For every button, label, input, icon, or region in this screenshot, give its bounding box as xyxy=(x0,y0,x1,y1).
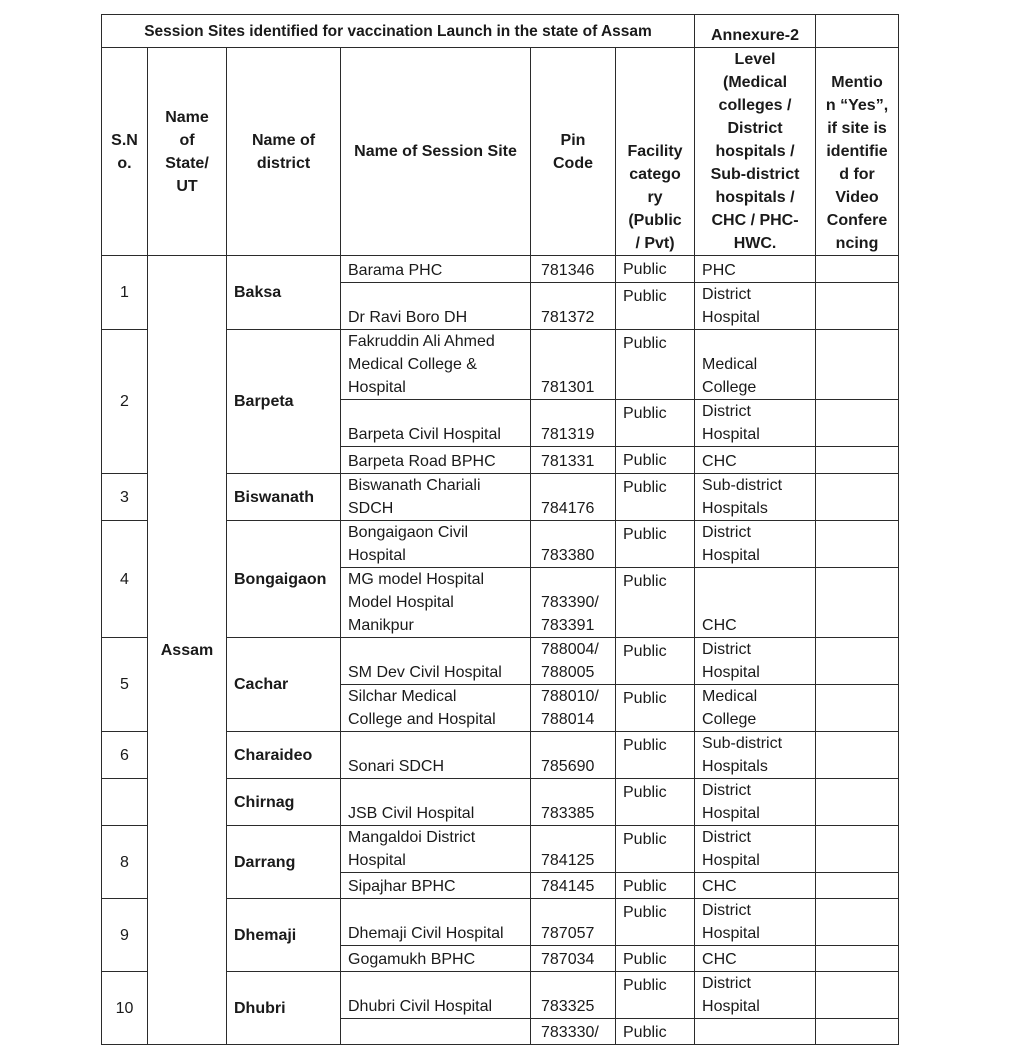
text-line: Public xyxy=(623,878,667,895)
district-cell: Dhubri xyxy=(227,972,341,1045)
facility-category-cell xyxy=(616,330,695,400)
video-conferencing-cell xyxy=(816,873,899,899)
text-line: CHC xyxy=(702,453,737,470)
district-cell: Bongaigaon xyxy=(227,521,341,638)
video-conferencing-cell xyxy=(816,256,899,283)
pin-code-cell xyxy=(531,972,616,1019)
text-line: CHC xyxy=(702,617,737,634)
video-conferencing-cell xyxy=(816,568,899,638)
video-conferencing-cell xyxy=(816,685,899,732)
header-pin xyxy=(531,48,616,256)
level-cell xyxy=(695,283,816,330)
text-line: District xyxy=(702,524,751,541)
site-name-cell xyxy=(341,568,531,638)
video-conferencing-cell xyxy=(816,474,899,521)
session-sites-table xyxy=(101,14,899,1045)
sno-cell: 6 xyxy=(102,732,148,779)
text-line: Barpeta Civil Hospital xyxy=(348,426,501,443)
text-line: Hospital xyxy=(702,426,760,443)
text-line: Public xyxy=(623,643,667,660)
text-line: of xyxy=(179,131,195,149)
text-line: if site is xyxy=(827,120,887,137)
text-line: 781372 xyxy=(541,309,595,326)
text-line: UT xyxy=(176,177,198,195)
site-name-cell xyxy=(341,447,531,474)
text-line: 783330/ xyxy=(541,1024,599,1041)
empty-cell xyxy=(816,15,899,48)
level-cell xyxy=(695,685,816,732)
text-line: Medical xyxy=(702,356,758,373)
text-line: Name of xyxy=(251,131,316,149)
text-line: SDCH xyxy=(348,500,394,517)
text-line: Bongaigaon Civil xyxy=(348,524,469,541)
text-line: Public xyxy=(623,1024,667,1041)
text-line: State/ xyxy=(165,154,209,172)
site-name-cell xyxy=(341,474,531,521)
site-name-cell xyxy=(341,826,531,873)
text-line: Hospital xyxy=(702,852,760,869)
text-line: College xyxy=(702,711,757,728)
text-line: Confere xyxy=(826,212,888,229)
level-cell xyxy=(695,946,816,972)
text-line: Barpeta Road BPHC xyxy=(348,453,496,470)
text-line: Pin xyxy=(560,131,586,149)
text-line: 781319 xyxy=(541,426,595,443)
text-line: District xyxy=(702,975,751,992)
text-line: Public xyxy=(623,831,667,848)
sno-cell: 2 xyxy=(102,330,148,474)
text-line: District xyxy=(702,829,751,846)
level-cell xyxy=(695,638,816,685)
text-line: 783391 xyxy=(541,617,595,634)
site-name-cell xyxy=(341,779,531,826)
level-cell xyxy=(695,330,816,400)
sno-cell: 1 xyxy=(102,256,148,330)
text-line: district xyxy=(256,154,311,172)
level-cell xyxy=(695,899,816,946)
text-line: Hospital xyxy=(348,852,406,869)
text-line: Level xyxy=(734,51,776,68)
site-name-cell xyxy=(341,521,531,568)
text-line: Silchar Medical xyxy=(348,688,457,705)
video-conferencing-cell xyxy=(816,521,899,568)
text-line: Barama PHC xyxy=(348,262,443,279)
video-conferencing-cell xyxy=(816,400,899,447)
facility-category-cell xyxy=(616,972,695,1019)
facility-category-cell xyxy=(616,779,695,826)
video-conferencing-cell xyxy=(816,972,899,1019)
text-line: catego xyxy=(629,166,681,183)
text-line: Sonari SDCH xyxy=(348,758,445,775)
level-cell xyxy=(695,826,816,873)
facility-category-cell xyxy=(616,400,695,447)
text-line: 785690 xyxy=(541,758,595,775)
facility-category-cell xyxy=(616,447,695,474)
level-cell xyxy=(695,400,816,447)
district-cell: Barpeta xyxy=(227,330,341,474)
text-line: 783325 xyxy=(541,998,595,1015)
annexure-document xyxy=(101,14,898,1045)
site-name-cell xyxy=(341,732,531,779)
header-video xyxy=(816,48,899,256)
text-line: MG model Hospital xyxy=(348,571,485,588)
text-line: College xyxy=(702,379,757,396)
text-line: (Public xyxy=(628,212,682,229)
text-line: Public xyxy=(623,261,667,278)
text-line: S.N xyxy=(111,131,138,149)
table-row xyxy=(102,256,899,283)
text-line: 784125 xyxy=(541,852,595,869)
text-line: Medical College & xyxy=(348,356,477,373)
site-name-cell xyxy=(341,873,531,899)
text-line: ry xyxy=(647,189,663,206)
text-line: 787034 xyxy=(541,951,595,968)
site-name-cell xyxy=(341,899,531,946)
text-line: 788004/ xyxy=(541,641,599,658)
level-cell xyxy=(695,256,816,283)
district-cell: Biswanath xyxy=(227,474,341,521)
pin-code-cell xyxy=(531,826,616,873)
sno-cell: 3 xyxy=(102,474,148,521)
header-district xyxy=(227,48,341,256)
text-line: PHC xyxy=(702,262,736,279)
sno-cell: 8 xyxy=(102,826,148,899)
text-line: Public xyxy=(623,335,667,352)
text-line: Hospital xyxy=(348,547,406,564)
district-cell: Baksa xyxy=(227,256,341,330)
district-cell: Dhemaji xyxy=(227,899,341,972)
level-cell xyxy=(695,779,816,826)
level-cell xyxy=(695,447,816,474)
text-line: Hospital xyxy=(702,547,760,564)
text-line: ncing xyxy=(835,235,879,252)
text-line: Public xyxy=(623,288,667,305)
text-line: Name of Session Site xyxy=(354,143,517,160)
district-cell: Charaideo xyxy=(227,732,341,779)
pin-code-cell xyxy=(531,474,616,521)
text-line: hospitals / xyxy=(715,189,795,206)
text-line: Public xyxy=(623,784,667,801)
text-line: 787057 xyxy=(541,925,595,942)
video-conferencing-cell xyxy=(816,1019,899,1045)
video-conferencing-cell xyxy=(816,732,899,779)
text-line: 781346 xyxy=(541,262,595,279)
facility-category-cell xyxy=(616,256,695,283)
pin-code-cell xyxy=(531,568,616,638)
text-line: Mangaldoi District xyxy=(348,829,476,846)
facility-category-cell xyxy=(616,1019,695,1045)
pin-code-cell xyxy=(531,779,616,826)
annexure-label: Annexure-2 xyxy=(695,15,816,48)
facility-category-cell xyxy=(616,568,695,638)
state-cell: Assam xyxy=(148,256,227,1045)
video-conferencing-cell xyxy=(816,283,899,330)
header-sno xyxy=(102,48,148,256)
text-line: Hospital xyxy=(348,379,406,396)
text-line: District xyxy=(702,782,751,799)
facility-category-cell xyxy=(616,283,695,330)
text-line: Hospitals xyxy=(702,758,768,775)
text-line: 783390/ xyxy=(541,594,599,611)
text-line: Hospital xyxy=(702,998,760,1015)
text-line: Code xyxy=(553,154,593,172)
text-line: Public xyxy=(623,479,667,496)
text-line: Public xyxy=(623,690,667,707)
text-line: identifie xyxy=(826,143,888,160)
pin-code-cell xyxy=(531,946,616,972)
text-line: Public xyxy=(623,904,667,921)
text-line: District xyxy=(702,286,751,303)
level-cell xyxy=(695,732,816,779)
text-line: 788014 xyxy=(541,711,595,728)
header-level xyxy=(695,48,816,256)
text-line: CHC xyxy=(702,951,737,968)
text-line: Fakruddin Ali Ahmed xyxy=(348,333,495,350)
text-line: Sipajhar BPHC xyxy=(348,878,456,895)
text-line: 783385 xyxy=(541,805,595,822)
text-line: Medical xyxy=(702,688,758,705)
text-line: Public xyxy=(623,452,667,469)
site-name-cell xyxy=(341,1019,531,1045)
video-conferencing-cell xyxy=(816,899,899,946)
facility-category-cell xyxy=(616,685,695,732)
text-line: d for xyxy=(839,166,875,183)
video-conferencing-cell xyxy=(816,826,899,873)
sno-cell: 4 xyxy=(102,521,148,638)
text-line: Mentio xyxy=(831,74,883,91)
text-line: District xyxy=(702,902,751,919)
level-cell xyxy=(695,568,816,638)
text-line: SM Dev Civil Hospital xyxy=(348,664,502,681)
sno-cell: 5 xyxy=(102,638,148,732)
text-line: n “Yes”, xyxy=(825,97,889,114)
facility-category-cell xyxy=(616,946,695,972)
text-line: / Pvt) xyxy=(635,235,675,252)
text-line: District xyxy=(702,641,751,658)
text-line: 781331 xyxy=(541,453,595,470)
site-name-cell xyxy=(341,685,531,732)
text-line: o. xyxy=(117,154,132,172)
facility-category-cell xyxy=(616,521,695,568)
level-cell xyxy=(695,521,816,568)
text-line: 788005 xyxy=(541,664,595,681)
text-line: 784176 xyxy=(541,500,595,517)
text-line: 784145 xyxy=(541,878,595,895)
site-name-cell xyxy=(341,400,531,447)
pin-code-cell xyxy=(531,283,616,330)
pin-code-cell xyxy=(531,873,616,899)
pin-code-cell xyxy=(531,521,616,568)
header-row xyxy=(102,48,899,256)
pin-code-cell xyxy=(531,447,616,474)
sno-cell xyxy=(102,779,148,826)
video-conferencing-cell xyxy=(816,779,899,826)
text-line: Public xyxy=(623,951,667,968)
site-name-cell xyxy=(341,638,531,685)
text-line: Hospital xyxy=(702,925,760,942)
text-line: Gogamukh BPHC xyxy=(348,951,476,968)
document-title: Session Sites identified for vaccination Launch in the state of Assam xyxy=(102,15,695,48)
district-cell: Cachar xyxy=(227,638,341,732)
video-conferencing-cell xyxy=(816,447,899,474)
site-name-cell xyxy=(341,256,531,283)
text-line: Hospitals xyxy=(702,500,768,517)
level-cell xyxy=(695,474,816,521)
header-site xyxy=(341,48,531,256)
pin-code-cell xyxy=(531,330,616,400)
text-line: District xyxy=(727,120,783,137)
text-line: 788010/ xyxy=(541,688,599,705)
facility-category-cell xyxy=(616,732,695,779)
district-cell: Chirnag xyxy=(227,779,341,826)
text-line: Public xyxy=(623,526,667,543)
text-line: Sub-district xyxy=(702,735,783,752)
text-line: Public xyxy=(623,977,667,994)
title-row xyxy=(102,15,899,48)
text-line: (Medical xyxy=(723,74,788,91)
header-state xyxy=(148,48,227,256)
site-name-cell xyxy=(341,946,531,972)
text-line: Public xyxy=(623,573,667,590)
text-line: JSB Civil Hospital xyxy=(348,805,475,822)
text-line: Dr Ravi Boro DH xyxy=(348,309,468,326)
pin-code-cell xyxy=(531,638,616,685)
text-line: Sub-district xyxy=(702,477,783,494)
district-cell: Darrang xyxy=(227,826,341,899)
pin-code-cell xyxy=(531,400,616,447)
pin-code-cell xyxy=(531,256,616,283)
text-line: Facility xyxy=(627,143,683,160)
pin-code-cell xyxy=(531,732,616,779)
facility-category-cell xyxy=(616,638,695,685)
header-category xyxy=(616,48,695,256)
text-line: Hospital xyxy=(702,309,760,326)
text-line: Public xyxy=(623,405,667,422)
text-line: colleges / xyxy=(718,97,792,114)
text-line: Hospital xyxy=(702,805,760,822)
pin-code-cell xyxy=(531,1019,616,1045)
text-line: Hospital xyxy=(702,664,760,681)
pin-code-cell xyxy=(531,685,616,732)
sno-cell: 10 xyxy=(102,972,148,1045)
facility-category-cell xyxy=(616,826,695,873)
text-line: 783380 xyxy=(541,547,595,564)
text-line: CHC xyxy=(702,878,737,895)
video-conferencing-cell xyxy=(816,638,899,685)
text-line: CHC / PHC- xyxy=(711,212,799,229)
text-line: Dhemaji Civil Hospital xyxy=(348,925,504,942)
text-line: District xyxy=(702,403,751,420)
level-cell xyxy=(695,972,816,1019)
text-line: Dhubri Civil Hospital xyxy=(348,998,493,1015)
text-line: Model Hospital xyxy=(348,594,454,611)
text-line: HWC. xyxy=(733,235,777,252)
facility-category-cell xyxy=(616,474,695,521)
text-line: Public xyxy=(623,737,667,754)
text-line: College and Hospital xyxy=(348,711,496,728)
pin-code-cell xyxy=(531,899,616,946)
text-line: hospitals / xyxy=(715,143,795,160)
site-name-cell xyxy=(341,330,531,400)
text-line: 781301 xyxy=(541,379,595,396)
facility-category-cell xyxy=(616,899,695,946)
video-conferencing-cell xyxy=(816,946,899,972)
text-line: Name xyxy=(165,108,209,126)
text-line: Manikpur xyxy=(348,617,414,634)
text-line: Biswanath Chariali xyxy=(348,477,481,494)
site-name-cell xyxy=(341,283,531,330)
site-name-cell xyxy=(341,972,531,1019)
facility-category-cell xyxy=(616,873,695,899)
level-cell xyxy=(695,1019,816,1045)
sno-cell: 9 xyxy=(102,899,148,972)
video-conferencing-cell xyxy=(816,330,899,400)
level-cell xyxy=(695,873,816,899)
text-line: Sub-district xyxy=(710,166,800,183)
text-line: Video xyxy=(835,189,879,206)
